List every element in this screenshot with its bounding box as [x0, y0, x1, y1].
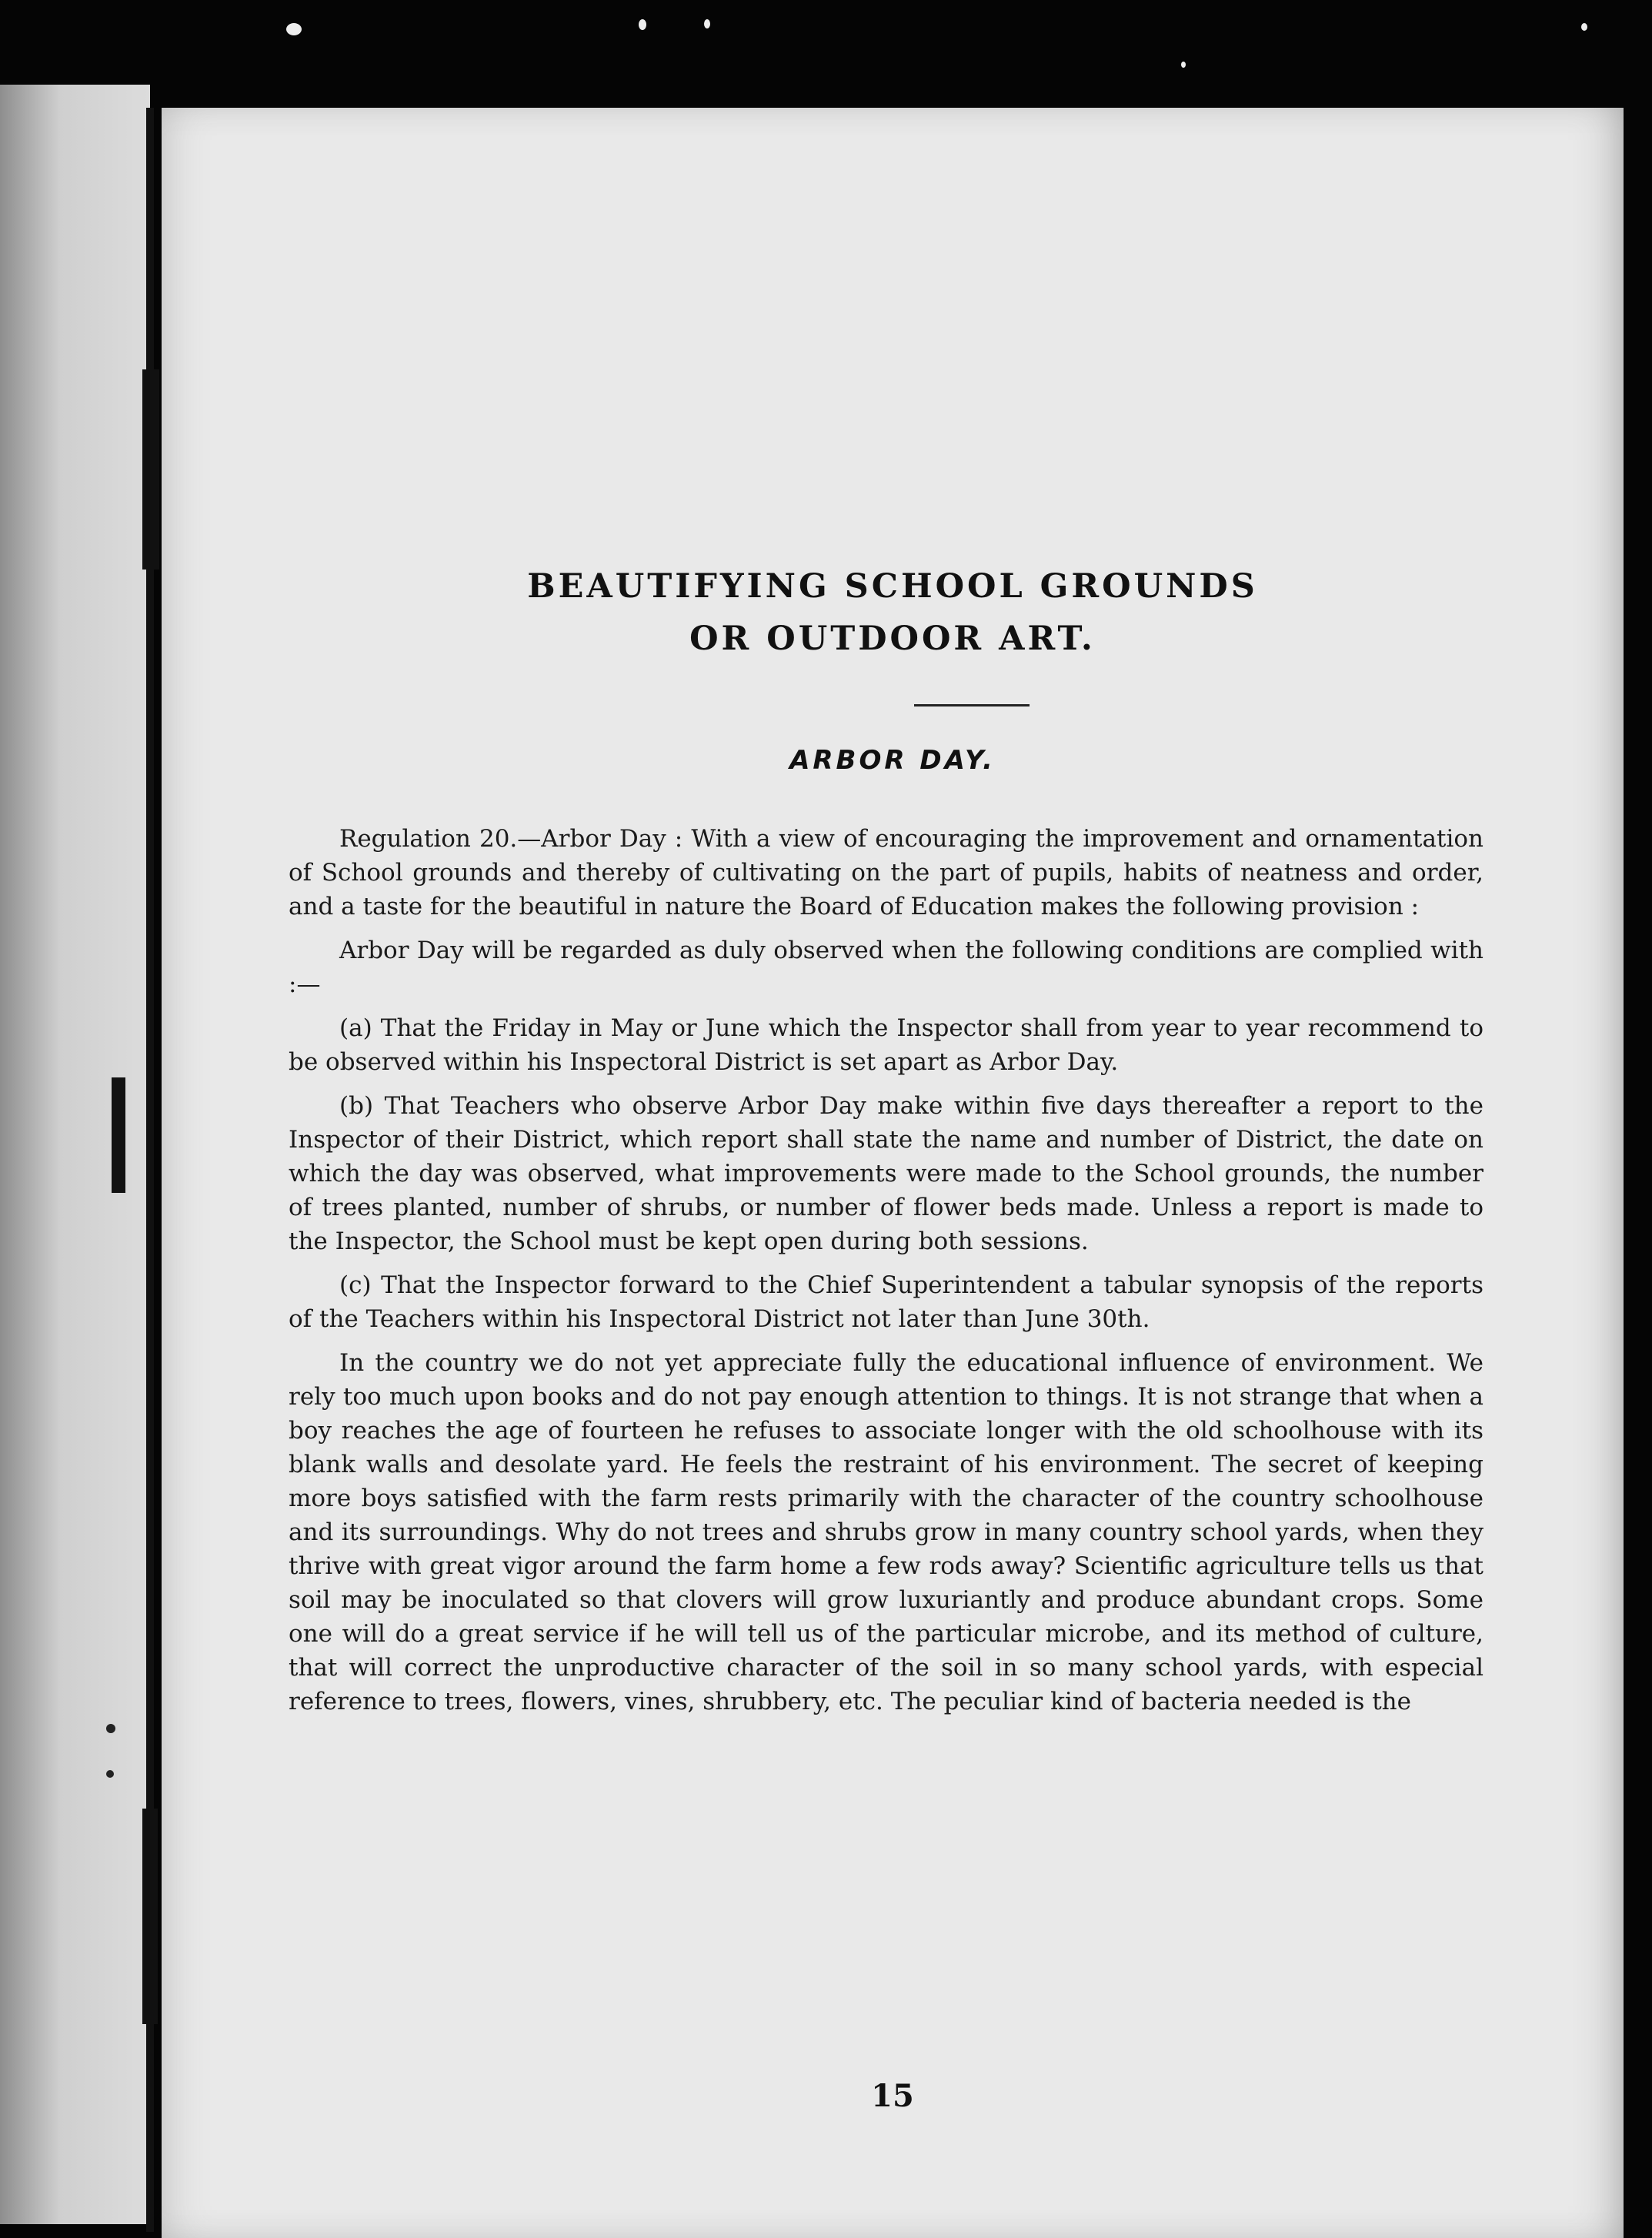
- scan-speck: [106, 1770, 114, 1778]
- scan-speck: [639, 19, 646, 30]
- paragraph-regulation: Regulation 20.—Arbor Day : With a view of encouraging the improvement and ornamentation of School grounds and thereby of cultivating on the part of pupils, habits of neatness and order, and a taste for the beautiful in nature the Board of Education makes the following provision :: [289, 825, 1483, 920]
- page-number: 15: [871, 2078, 914, 2114]
- section-heading: ARBOR DAY.: [789, 745, 996, 776]
- paragraph-condition-c: (c) That the Inspector forward to the Chief Superintendent a tabular synopsis of the reports of the Teachers within his Inspectoral District not later than June 30th.: [289, 1271, 1483, 1333]
- paragraph-conditions: Arbor Day will be regarded as duly observed when the following conditions are complied with :—: [289, 937, 1483, 998]
- scan-speck: [1581, 23, 1587, 31]
- paragraph-condition-b: (b) That Teachers who observe Arbor Day make within five days thereafter a report to the Inspector of their District, which report shall state the name and number of District, the date on which the day was observed, what improvements were made to the School grounds, the number of trees planted, number of shrubs, or number of flower beds made. Unless a report is made to the Inspector, the School must be kept open during both sessions.: [289, 1092, 1483, 1255]
- book-page: [162, 108, 1624, 2238]
- spine-binding-mark: [142, 1809, 158, 2024]
- body-text: [289, 822, 1483, 1729]
- paragraph-condition-a: (a) That the Friday in May or June which the Inspector shall from year to year recommend to be observed within his Inspectoral District is set apart as Arbor Day.: [289, 1014, 1483, 1076]
- page-title-line-1: BEAUTIFYING SCHOOL GROUNDS: [527, 567, 1258, 606]
- scan-speck: [286, 23, 302, 35]
- page-title-line-2: OR OUTDOOR ART.: [689, 620, 1096, 658]
- spine-binding-mark: [142, 369, 159, 570]
- scan-speck: [1181, 62, 1186, 68]
- title-divider: [914, 704, 1030, 706]
- adjacent-page-edge: [0, 85, 150, 2224]
- scan-speck: [106, 1724, 115, 1733]
- scan-speck: [704, 19, 710, 28]
- spine-binding-mark: [112, 1077, 125, 1193]
- paragraph-environment: In the country we do not yet appreciate fully the educational influence of environment. We rely too much upon books and do not pay enough attention to things. It is not strange that when a boy reaches the age of fourteen he refuses to associate longer with the old schoolhouse with its blank walls and desolate yard. He feels the restraint of his environment. The secret of keeping more boys satisfied with the farm rests primarily with the character of the country schoolhouse and its surroundings. Why do not trees and shrubs grow in many country school yards, when they thrive with great vigor around the farm home a few rods away? Scientific agriculture tells us that soil may be inoculated so that clovers will grow luxuriantly and produce abundant crops. Some one will do a great service if he will tell us of the particular microbe, and its method of culture, that will correct the unproductive character of the soil in so many school yards, with especial reference to trees, flowers, vines, shrubbery, etc. The peculiar kind of bacteria needed is the: [289, 1349, 1483, 1715]
